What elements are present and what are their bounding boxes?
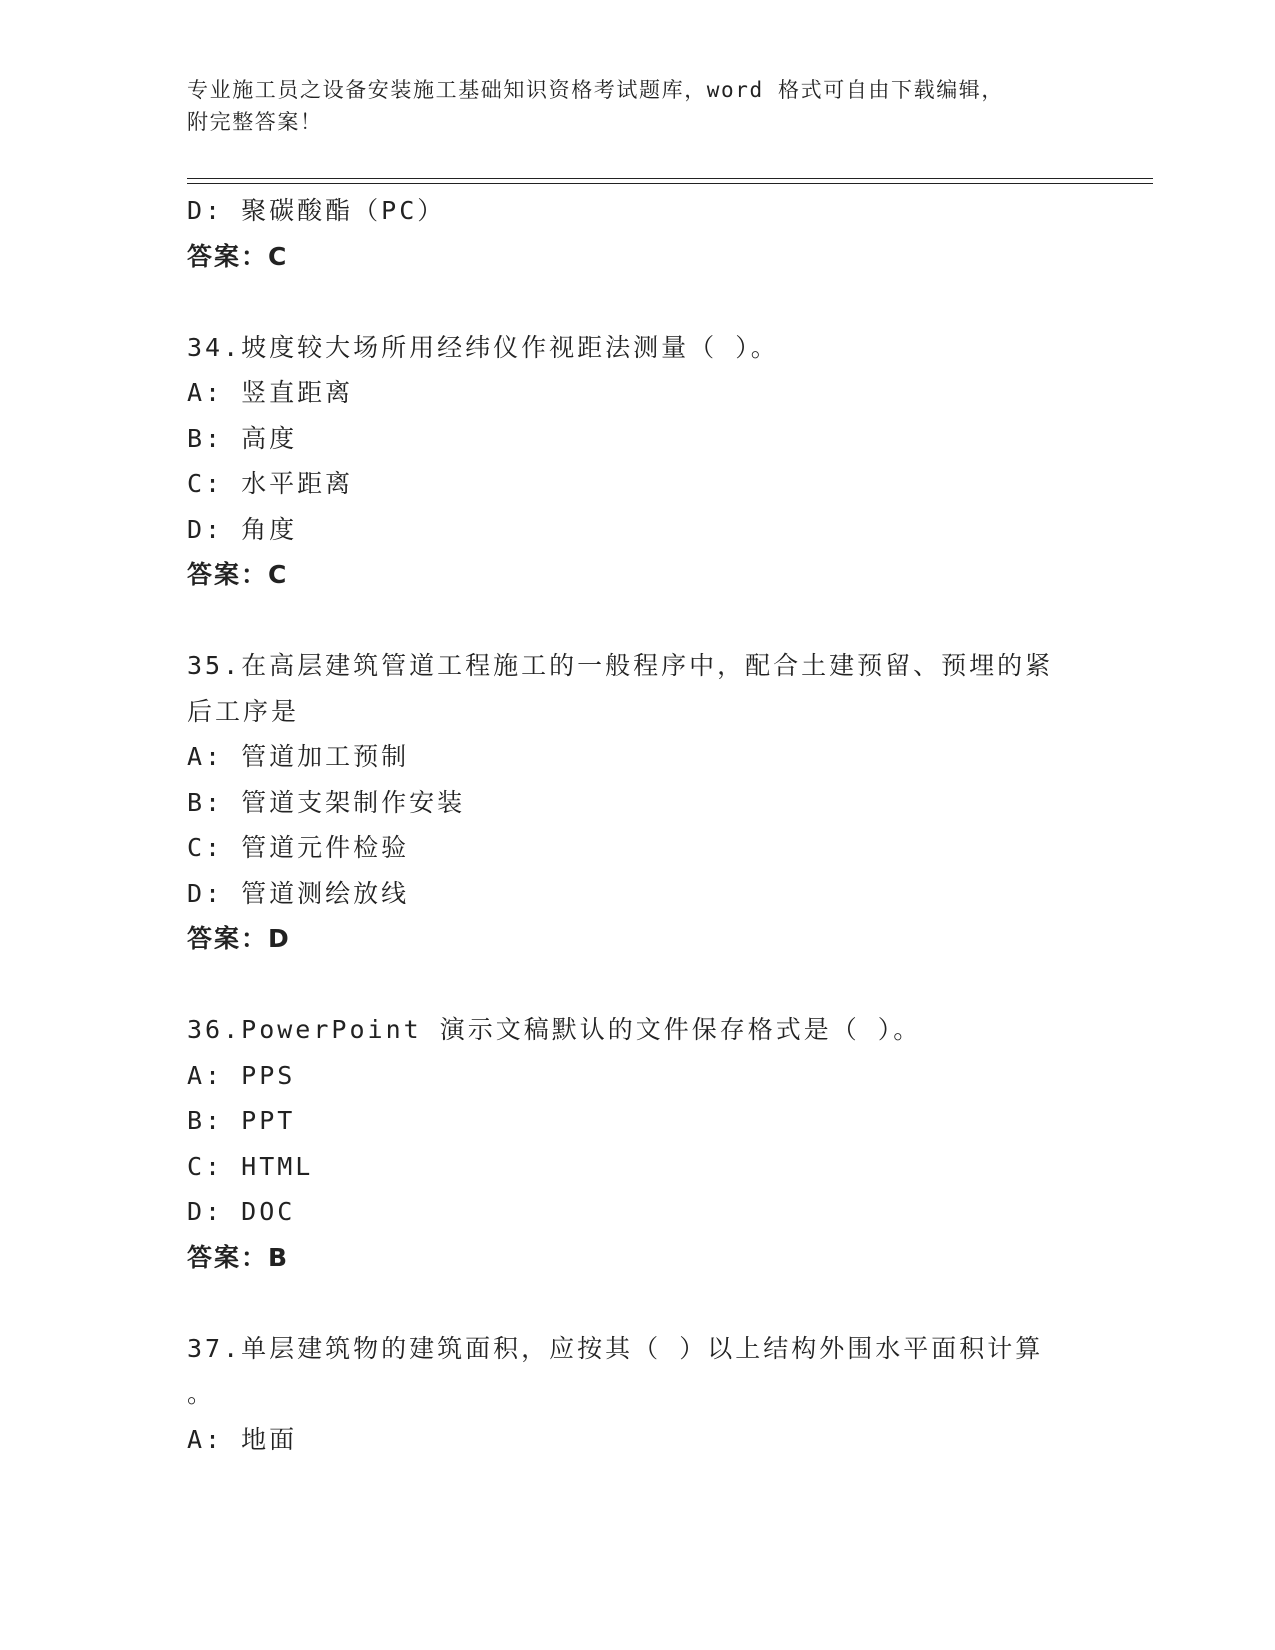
q34-option-d: D: 角度 (187, 514, 298, 544)
q36-option-d: D: DOC (187, 1197, 296, 1226)
q33-answer: 答案：C (187, 241, 289, 271)
header-divider-top (187, 178, 1153, 179)
q35-answer: 答案：D (187, 924, 291, 953)
q37-question-line-1: 37.单层建筑物的建筑面积，应按其（ ）以上结构外围水平面积计算 (187, 1333, 1044, 1363)
q35-question-line-2: 后工序是 (187, 696, 300, 726)
q34-option-c: C: 水平距离 (187, 469, 354, 498)
q37-option-a: A: 地面 (187, 1424, 298, 1454)
q36-option-c: C: HTML (187, 1151, 314, 1181)
q35-question-line-1: 35.在高层建筑管道工程施工的一般程序中，配合土建预留、预埋的紧 (187, 651, 1054, 680)
document-header (187, 74, 1067, 138)
header-line-1: 专业施工员之设备安装施工基础知识资格考试题库，word 格式可自由下载编辑， (187, 78, 1005, 102)
spacer (187, 1280, 1087, 1326)
q36-question: 36.PowerPoint 演示文稿默认的文件保存格式是（ ）。 (187, 1015, 922, 1044)
q35-option-a: A: 管道加工预制 (187, 742, 410, 771)
q33-option-d: D: 聚碳酸酯（PC） (187, 196, 446, 225)
question-list (187, 188, 1087, 1462)
q34-option-a: A: 竖直距离 (187, 378, 354, 407)
q35-option-c: C: 管道元件检验 (187, 833, 410, 862)
q34-answer: 答案：C (187, 560, 289, 589)
q36-option-b: B: PPT (187, 1106, 296, 1135)
header-line-2: 附完整答案！ (187, 110, 323, 134)
header-divider-bottom (187, 183, 1153, 184)
q37-question-line-2: 。 (187, 1379, 216, 1408)
q34-option-b: B: 高度 (187, 423, 298, 453)
q36-answer: 答案：B (187, 1242, 290, 1272)
q34-question: 34.坡度较大场所用经纬仪作视距法测量（ ）。 (187, 332, 779, 362)
q35-option-d: D: 管道测绘放线 (187, 878, 410, 908)
spacer (187, 279, 1087, 325)
spacer (187, 598, 1087, 644)
q35-option-b: B: 管道支架制作安装 (187, 787, 466, 817)
q36-option-a: A: PPS (187, 1060, 296, 1090)
spacer (187, 962, 1087, 1008)
